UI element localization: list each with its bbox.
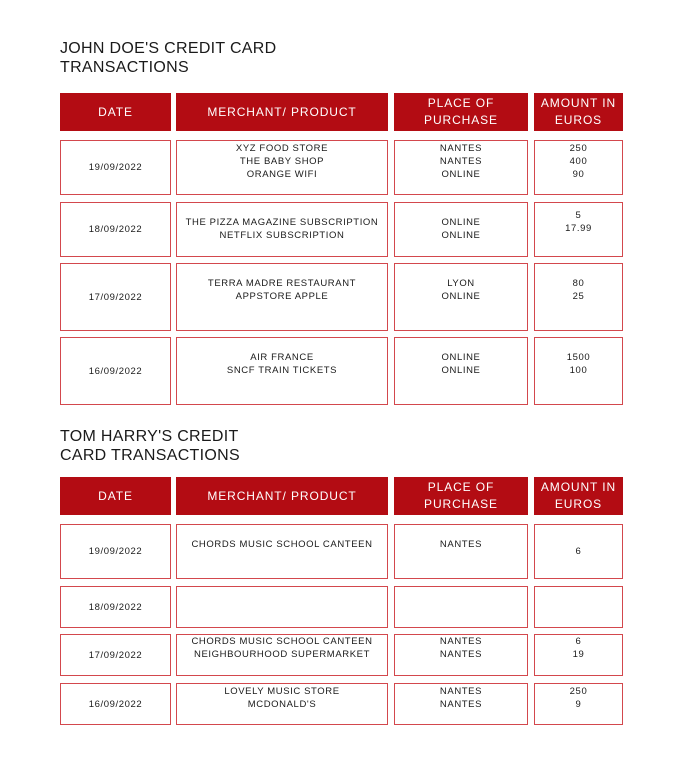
merchant-name: NETFLIX SUBSCRIPTION (219, 230, 345, 241)
amount-cell (534, 634, 623, 676)
merchant-name: CHORDS MUSIC SCHOOL CANTEEN (191, 539, 373, 550)
section-title-line: TOM HARRY'S CREDIT (60, 428, 239, 445)
place-cell (394, 586, 528, 628)
date-value: 16/09/2022 (88, 365, 143, 377)
column-header-date (60, 477, 171, 515)
place-cell (394, 140, 528, 195)
date-value: 18/09/2022 (88, 224, 143, 235)
place-value: NANTES (439, 686, 483, 697)
amount-value: 80 (572, 278, 585, 289)
amount-value: 1500 (566, 352, 591, 363)
place-value: NANTES (439, 699, 483, 710)
header-label: MERCHANT/ PRODUCT (207, 104, 357, 119)
section-title-line: JOHN DOE'S CREDIT CARD (60, 40, 277, 57)
merchant-name: APPSTORE APPLE (235, 291, 329, 302)
date-cell (60, 202, 171, 257)
merchant-cell (176, 140, 388, 195)
amount-cell (534, 524, 623, 579)
column-header-merchant (176, 477, 388, 515)
place-value: LYON (447, 278, 475, 289)
merchant-cell (176, 524, 388, 579)
amount-value: 6 (575, 546, 582, 557)
date-value: 18/09/2022 (88, 601, 143, 613)
amount-value: 25 (572, 291, 585, 302)
date-value: 17/09/2022 (88, 649, 143, 661)
merchant-name: LOVELY MUSIC STORE (224, 686, 340, 697)
amount-value: 17.99 (565, 223, 592, 234)
date-cell (60, 524, 171, 579)
place-cell (394, 683, 528, 725)
merchant-cell (176, 586, 388, 628)
header-label: PLACE OF (427, 480, 495, 494)
amount-value: 9 (575, 699, 582, 710)
place-value: NANTES (439, 636, 483, 647)
amount-value: 5 (575, 210, 582, 221)
place-value: ONLINE (441, 352, 481, 363)
column-header-amount (534, 93, 623, 131)
amount-value: 250 (569, 686, 588, 697)
date-cell (60, 263, 171, 331)
place-cell (394, 263, 528, 331)
amount-value: 19 (572, 649, 585, 660)
date-cell (60, 586, 171, 628)
amount-value: 400 (569, 156, 588, 167)
place-value: ONLINE (441, 169, 481, 180)
header-label: EUROS (554, 113, 603, 127)
place-value: ONLINE (441, 365, 481, 376)
merchant-cell (176, 337, 388, 405)
place-cell (394, 634, 528, 676)
header-label: AMOUNT IN (540, 96, 617, 110)
date-value: 16/09/2022 (88, 698, 143, 710)
place-value: NANTES (439, 539, 483, 550)
header-label: PURCHASE (424, 113, 498, 127)
date-cell (60, 140, 171, 195)
place-value: ONLINE (441, 217, 481, 228)
merchant-name: MCDONALD'S (247, 699, 317, 710)
merchant-cell (176, 202, 388, 257)
amount-cell (534, 263, 623, 331)
header-label: AMOUNT IN (540, 480, 617, 494)
merchant-name: CHORDS MUSIC SCHOOL CANTEEN (191, 636, 373, 647)
merchant-name: XYZ FOOD STORE (235, 143, 329, 154)
date-value: 17/09/2022 (88, 291, 143, 303)
amount-value: 100 (569, 365, 588, 376)
amount-cell (534, 140, 623, 195)
column-header-amount (534, 477, 623, 515)
place-value: NANTES (439, 156, 483, 167)
place-value: ONLINE (441, 230, 481, 241)
amount-cell (534, 337, 623, 405)
place-cell (394, 337, 528, 405)
merchant-name: SNCF TRAIN TICKETS (226, 365, 338, 376)
date-value: 19/09/2022 (88, 162, 143, 173)
section-title-tom-harry (60, 427, 240, 465)
amount-cell (534, 586, 623, 628)
amount-cell (534, 683, 623, 725)
date-cell (60, 337, 171, 405)
date-value: 19/09/2022 (88, 546, 143, 557)
section-title-line: TRANSACTIONS (60, 59, 189, 76)
place-value: NANTES (439, 649, 483, 660)
merchant-cell (176, 263, 388, 331)
column-header-date (60, 93, 171, 131)
amount-cell (534, 202, 623, 257)
merchant-name: TERRA MADRE RESTAURANT (207, 278, 357, 289)
amount-value: 6 (575, 636, 582, 647)
column-header-merchant (176, 93, 388, 131)
merchant-name: THE BABY SHOP (239, 156, 325, 167)
header-label: DATE (98, 104, 133, 119)
column-header-place (394, 93, 528, 131)
header-label: MERCHANT/ PRODUCT (207, 488, 357, 503)
merchant-name: THE PIZZA MAGAZINE SUBSCRIPTION (185, 217, 379, 228)
amount-value: 250 (569, 143, 588, 154)
date-cell (60, 634, 171, 676)
merchant-cell (176, 634, 388, 676)
header-label: PLACE OF (427, 96, 495, 110)
merchant-name: NEIGHBOURHOOD SUPERMARKET (194, 649, 370, 660)
place-value: NANTES (439, 143, 483, 154)
place-value: ONLINE (441, 291, 481, 302)
place-cell (394, 524, 528, 579)
merchant-name: AIR FRANCE (250, 352, 314, 363)
section-title-john-doe (60, 39, 277, 77)
date-cell (60, 683, 171, 725)
header-label: EUROS (554, 497, 603, 511)
column-header-place (394, 477, 528, 515)
amount-value: 90 (572, 169, 585, 180)
merchant-name: ORANGE WIFI (246, 169, 318, 180)
section-title-line: CARD TRANSACTIONS (60, 447, 240, 464)
header-label: PURCHASE (424, 497, 498, 511)
header-label: DATE (98, 488, 133, 503)
place-cell (394, 202, 528, 257)
merchant-cell (176, 683, 388, 725)
